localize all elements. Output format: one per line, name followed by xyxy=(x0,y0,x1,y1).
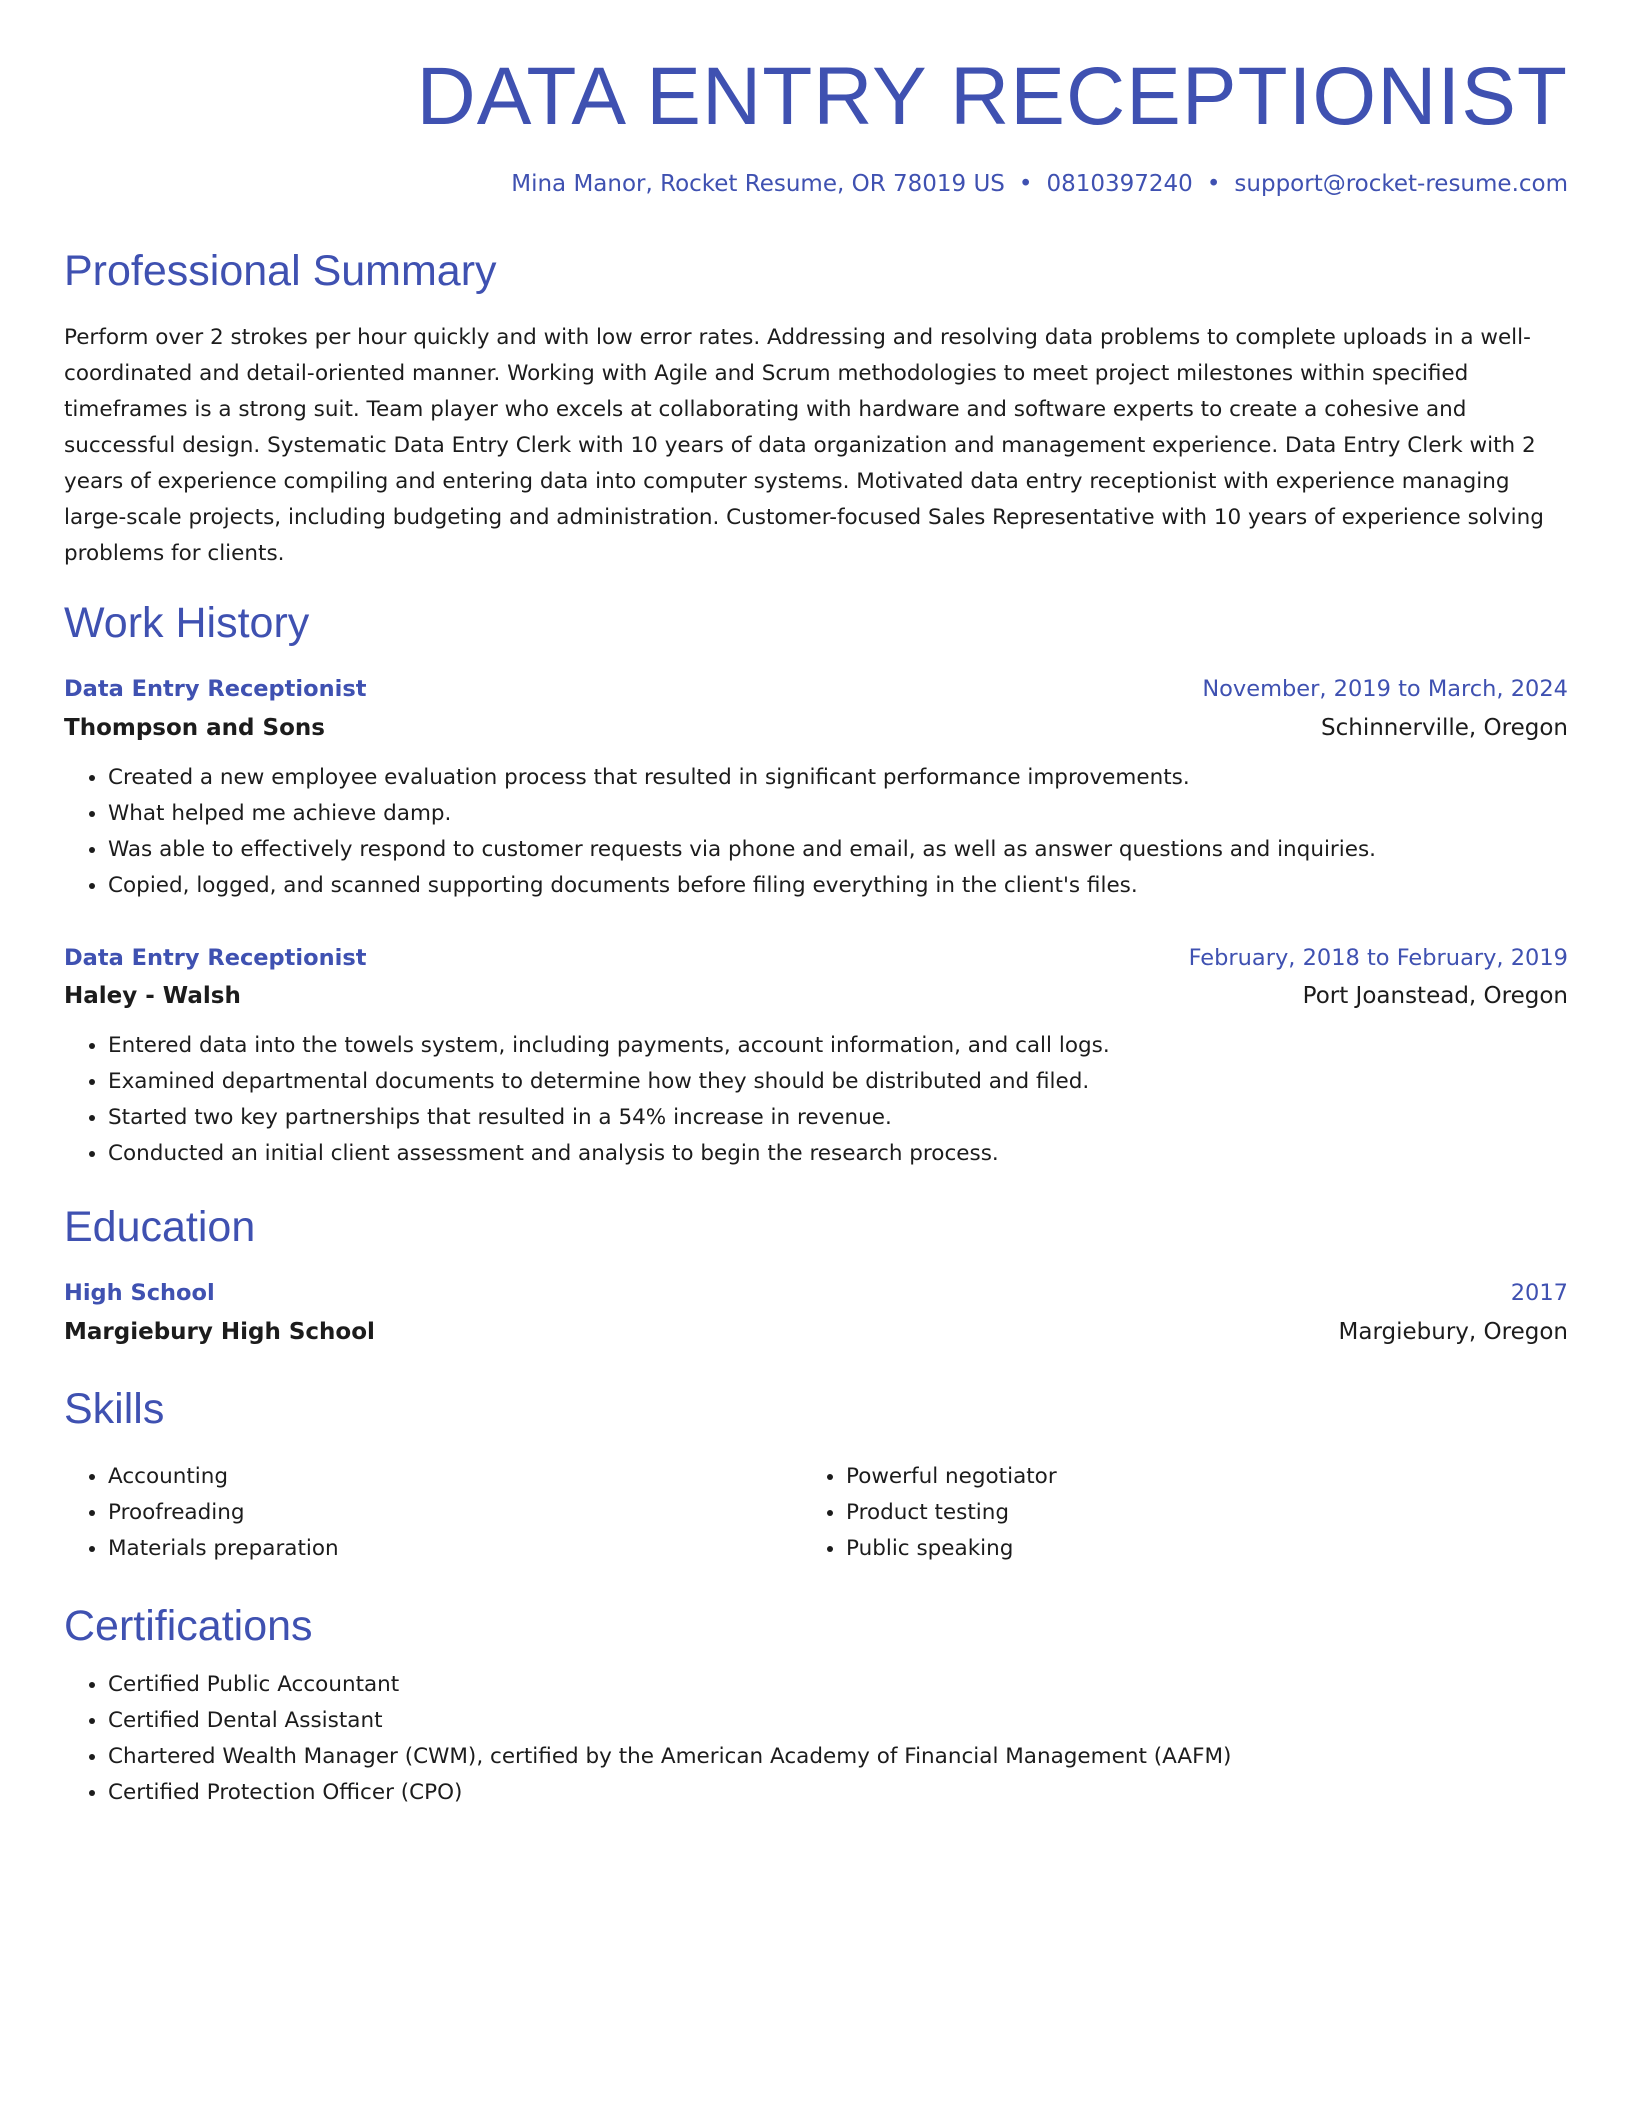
skill-item: • Public speaking xyxy=(846,1531,1540,1567)
job-bullet: • Conducted an initial client assessment and analysis to begin the research process. xyxy=(108,1136,1568,1172)
job-bullet: • Was able to effectively respond to customer requests via phone and email, as well as answer questions and inquiries. xyxy=(108,832,1568,868)
job-bullet: • Entered data into the towels system, including payments, account information, and call logs. xyxy=(108,1028,1568,1064)
skill-item: • Accounting xyxy=(108,1459,802,1495)
job-company-row xyxy=(64,975,1568,1014)
job-location: Schinnerville, Oregon xyxy=(1321,715,1568,742)
job-dates: November, 2019 to March, 2024 xyxy=(1202,676,1568,703)
contact-line xyxy=(64,170,1568,200)
education-school-row xyxy=(64,1311,1568,1350)
work-history-heading: Work History xyxy=(64,598,310,647)
skill-item: • Product testing xyxy=(846,1495,1540,1531)
job-location: Port Joanstead, Oregon xyxy=(1302,983,1568,1010)
certification-item: • Certified Public Accountant xyxy=(108,1667,1568,1703)
certification-item: • Certified Protection Officer (CPO) xyxy=(108,1775,1568,1811)
job-company: Thompson and Sons xyxy=(64,715,325,742)
certification-item: • Certified Dental Assistant xyxy=(108,1703,1568,1739)
summary-text: Perform over 2 strokes per hour quickly and with low error rates. Addressing and resolving data problems to complete uploads in a well-coordinated and detail-oriented manner. Working with Agile and Scrum methodologies to meet project milestones within specified timeframes is a strong suit. Team player who excels at collaborating with hardware and software experts to create a cohesive and successful design. Systematic Data Entry Clerk with 10 years of data organization and management experience. Data Entry Clerk with 2 years of experience compiling and entering data into computer systems. Motivated data entry receptionist with experience managing large-scale projects, including budgeting and administration. Customer-focused Sales Representative with 10 years of experience solving problems for clients. xyxy=(64,324,1544,566)
certifications-list xyxy=(64,1667,1568,1811)
job-entry xyxy=(64,673,1568,903)
job-bullet: • Examined departmental documents to determine how they should be distributed and filed. xyxy=(108,1064,1568,1100)
job-title-row xyxy=(64,942,1568,976)
job-dates: February, 2018 to February, 2019 xyxy=(1188,944,1568,971)
certification-item: • Chartered Wealth Manager (CWM), certified by the American Academy of Financial Management (AAFM) xyxy=(108,1739,1568,1775)
job-bullets xyxy=(64,1028,1568,1172)
job-bullets xyxy=(64,760,1568,904)
job-bullet: • Created a new employee evaluation process that resulted in significant performance improvements. xyxy=(108,760,1568,796)
skills-grid xyxy=(64,1445,1568,1567)
contact-address: Mina Manor, Rocket Resume, OR 78019 US xyxy=(511,171,1005,198)
skills-list xyxy=(802,1459,1540,1567)
job-company: Haley - Walsh xyxy=(64,983,241,1010)
education-heading: Education xyxy=(64,1202,256,1251)
education-location: Margiebury, Oregon xyxy=(1338,1319,1568,1346)
skills-list xyxy=(64,1459,802,1567)
job-bullet: • Copied, logged, and scanned supporting documents before filing everything in the client's files. xyxy=(108,868,1568,904)
resume-name: DATA ENTRY RECEPTIONIST xyxy=(416,51,1568,142)
contact-separator: • xyxy=(1018,171,1033,198)
skills-heading: Skills xyxy=(64,1384,165,1433)
education-school: Margiebury High School xyxy=(64,1319,375,1346)
education-section xyxy=(64,1202,1568,1350)
job-bullet: • What helped me achieve damp. xyxy=(108,796,1568,832)
certifications-section xyxy=(64,1601,1568,1811)
job-bullet: • Started two key partnerships that resulted in a 54% increase in revenue. xyxy=(108,1100,1568,1136)
skills-column-left xyxy=(64,1445,802,1567)
job-title: Data Entry Receptionist xyxy=(64,676,367,703)
education-year: 2017 xyxy=(1510,1280,1568,1307)
skills-column-right xyxy=(802,1445,1540,1567)
contact-phone: 0810397240 xyxy=(1046,171,1193,198)
job-title: Data Entry Receptionist xyxy=(64,944,367,971)
contact-separator: • xyxy=(1206,171,1221,198)
education-entry xyxy=(64,1277,1568,1349)
education-degree: High School xyxy=(64,1280,215,1307)
skill-item: • Proofreading xyxy=(108,1495,802,1531)
summary-heading: Professional Summary xyxy=(64,247,497,296)
skills-section xyxy=(64,1384,1568,1568)
job-title-row xyxy=(64,673,1568,707)
skill-item: • Powerful negotiator xyxy=(846,1459,1540,1495)
job-company-row xyxy=(64,707,1568,746)
contact-email[interactable]: support@rocket-resume.com xyxy=(1234,171,1568,198)
resume-header xyxy=(64,50,1568,200)
skill-item: • Materials preparation xyxy=(108,1531,802,1567)
job-entry xyxy=(64,942,1568,1172)
certifications-heading: Certifications xyxy=(64,1602,313,1651)
education-title-row xyxy=(64,1277,1568,1311)
summary-section xyxy=(64,246,1568,572)
work-history-section xyxy=(64,598,1568,1172)
